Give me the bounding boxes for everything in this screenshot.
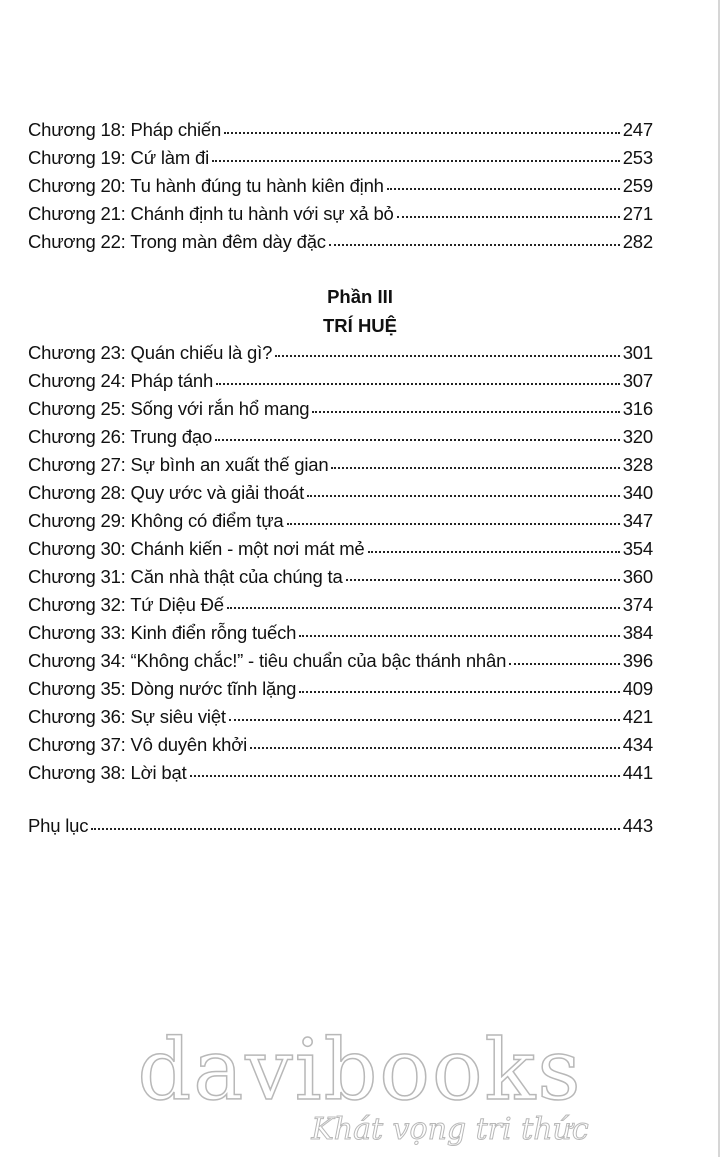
toc-entry-title: Chương 24: Pháp tánh [28,370,214,391]
toc-entry-page: 282 [622,231,653,252]
toc-entry-page: 259 [622,175,653,196]
toc-entry [28,647,653,675]
toc-entry-page: 434 [622,734,653,755]
part-title: TRÍ HUỆ [323,315,397,336]
toc-entry [28,339,653,367]
toc-entry-appendix [28,812,653,840]
toc-entry-title: Chương 35: Dòng nước tĩnh lặng [28,678,297,699]
toc-entry [28,675,653,703]
toc-entry-page: 253 [622,147,653,168]
part-label: Phần III [327,286,393,307]
toc-entry-page: 354 [622,538,653,559]
toc-entry [28,535,653,563]
toc-entry-title: Chương 18: Pháp chiến [28,119,222,140]
toc-entry-title: Chương 33: Kinh điển rỗng tuếch [28,622,297,643]
dot-leader [216,379,620,385]
toc-entry-title: Chương 30: Chánh kiến - một nơi mát mẻ [28,538,365,559]
dot-leader [215,435,620,441]
dot-leader [368,547,620,553]
dot-leader [299,687,619,693]
toc-entry-page: 360 [622,566,653,587]
toc-entry-page: 328 [622,454,653,475]
toc-entry-title: Chương 38: Lời bạt [28,762,187,783]
toc-entry [28,395,653,423]
toc-entry-title: Chương 32: Tứ Diệu Đế [28,594,224,615]
dot-leader [287,519,620,525]
toc-entry-page: 347 [622,510,653,531]
dot-leader [331,463,619,469]
toc-entry [28,591,653,619]
watermark-brand: davibooks [137,1021,583,1119]
toc-entry [28,116,653,144]
toc-entry [28,423,653,451]
toc-entry-page: 316 [622,398,653,419]
toc-entry-page: 247 [622,119,653,140]
dot-leader [312,407,619,413]
toc-entry-page: 307 [622,370,653,391]
toc-entry [28,228,653,256]
toc-entry-page: 384 [622,622,653,643]
toc-entry-page: 396 [622,650,653,671]
dot-leader [190,771,620,777]
toc-entry-page: 340 [622,482,653,503]
toc-entry-title: Chương 25: Sống với rắn hổ mang [28,398,310,419]
dot-leader [91,824,619,830]
toc-entry-title: Chương 21: Chánh định tu hành với sự xả bỏ [28,203,394,224]
toc-entry-title: Chương 36: Sự siêu việt [28,706,226,727]
toc-entry-page: 409 [622,678,653,699]
dot-leader [229,715,620,721]
toc-entry-page: 271 [622,203,653,224]
toc-entry-page: 320 [622,426,653,447]
dot-leader [387,184,620,190]
toc-entry [28,563,653,591]
toc-entry-page: 443 [622,815,653,836]
dot-leader [250,743,620,749]
dot-leader [275,351,620,357]
toc-entry-page: 374 [622,594,653,615]
toc-entry [28,507,653,535]
toc-entry-title: Chương 27: Sự bình an xuất thế gian [28,454,329,475]
toc-entry-title: Chương 31: Căn nhà thật của chúng ta [28,566,343,587]
toc-entry-title: Chương 28: Quy ước và giải thoát [28,482,305,503]
watermark-slogan: Khát vọng tri thức [311,1112,589,1147]
dot-leader [299,631,619,637]
toc-entry [28,619,653,647]
toc-entry [28,172,653,200]
toc-entry-title: Chương 29: Không có điểm tựa [28,510,284,531]
dot-leader [307,491,620,497]
toc-entry-title: Chương 22: Trong màn đêm dày đặc [28,231,326,252]
dot-leader [224,128,620,134]
toc-entry-title: Chương 34: “Không chắc!” - tiêu chuẩn của bậc thánh nhân [28,650,507,671]
dot-leader [212,156,620,162]
toc-entry [28,200,653,228]
toc-entry [28,367,653,395]
toc-entry [28,759,653,787]
dot-leader [329,240,620,246]
dot-leader [509,659,620,665]
toc-entry [28,144,653,172]
toc-entry-page: 441 [622,762,653,783]
toc-entry-title: Phụ lục [28,815,89,836]
toc-entry-title: Chương 19: Cứ làm đi [28,147,209,168]
toc-entry-title: Chương 37: Vô duyên khởi [28,734,248,755]
toc-entry-title: Chương 20: Tu hành đúng tu hành kiên định [28,175,384,196]
dot-leader [227,603,620,609]
dot-leader [346,575,620,581]
toc-entry [28,703,653,731]
toc-entry-title: Chương 26: Trung đạo [28,426,213,447]
toc-entry [28,731,653,759]
toc-entry-page: 301 [622,342,653,363]
toc-entry-title: Chương 23: Quán chiếu là gì? [28,342,273,363]
toc-entry [28,479,653,507]
dot-leader [397,212,620,218]
toc-entry [28,451,653,479]
toc-entry-page: 421 [622,706,653,727]
